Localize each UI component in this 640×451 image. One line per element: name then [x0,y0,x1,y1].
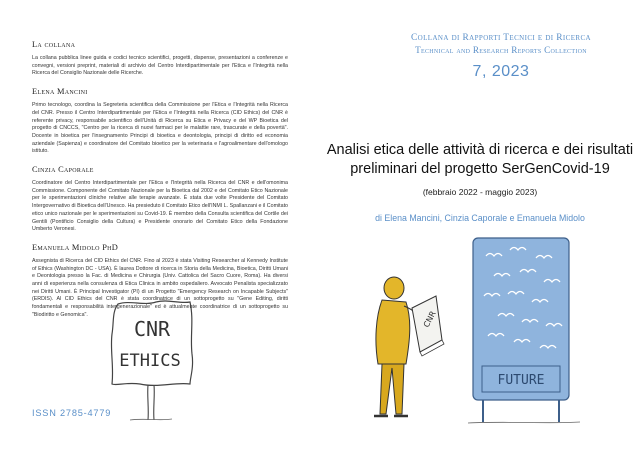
sign-board [111,301,192,385]
report-authors: di Elena Mancini, Cinzia Caporale e Emanuela Midolo [375,213,585,223]
section-cinzia-caporale [32,165,288,234]
issue-number: 7, 2023 [472,63,530,80]
section-body: Coordinatore del Centro Interdipartimentale per l'Etica e l'Integrità nella Ricerca del CNR e dell'omonima Commissione. Componente del Comitato Nazionale per la Bioetica dal 2002 e del Comitato Etico Nazionale per le sperimentazioni cliniche relative alle terapie avanzate. È stata due volte Presidente del Comitato Intergovernativo di Bioetica dell'Unesco. Ha presieduto il Comitato Etico dell'INMI L. Spallanzani e il Comitato etico unico nazionale per le sperimentazioni su Covid-19. È membro della Consulta scientifica del Cortile dei Gentili (Pontificio Consiglio della Cultura) e Presidente onorario del Comitato Etico della Fondazione Umberto Veronesi. [32,180,288,233]
series-title-en: Technical and Research Reports Collection [415,45,587,55]
sign-text-ethics: ETHICS [119,351,181,371]
left-page [32,40,288,329]
section-body: La collana pubblica linee guida e codici tecnico scientifici, progetti, dispense, presentazioni a conferenze e convegni, versioni preprint, materiali di archivio del Centro Interdipartimentale per l'Etica e l'Integrità nella Ricerca del Consiglio Nazionale delle Ricerche. [32,55,288,77]
section-body: Assegnista di Ricerca del CID Ethics del CNR. Fino al 2023 è stata Visiting Researcher al Kennedy Institute of Ethics (Washington DC - USA). È laurea Dottore di ricerca in Storia della Medicina, Bioetica, Diritti Umani e Deontologia presso la Fac. di Medicina e Chirurgia (Univ. Cattolica del Sacro Cuore, Roma). Ha diversi anni di esperienza nella consulenza di Etica Clinica in ambito ospedaliero. Avvocato Penalista specializzato nei Diritti Umani. È Principal Investigator (PI) di un Progetto "Emergency Research on Incapable Subjects" (ERDIS). Al CID Ethics del CNR è stata coordinatrice di un sottoprogetto su "Gene Editing, diritti fondamentali e responsabilità intergenerazionale" ed è attualmente coordinatrice di un sottoprogetto su "Biodiritto e Genomica". [32,257,288,318]
section-title: La collana [32,40,76,49]
section-title: Cinzia Caporale [32,165,94,175]
sign-post [148,385,155,420]
report-title: Analisi etica delle attività di ricerca e dei risultati preliminari del progetto SerGenCovid-19 [326,142,634,177]
sign-text-cnr: CNR [133,317,171,341]
section-title: Elena Mancini [32,87,88,97]
book-text: CNR [421,309,438,329]
cnr-ethics-sign-illustration [100,296,200,422]
report-dates: (febbraio 2022 - maggio 2023) [422,187,538,197]
future-text: FUTURE [497,373,545,388]
future-sign-illustration [358,236,588,426]
ground-line [130,419,172,420]
book-icon [412,296,444,356]
section-body: Primo tecnologo, coordina la Segreteria scientifica della Commissione per l'Etica e l'Integrità nella Ricerca del CNR. Presso il Centro Interdipartimentale per l'Etica e l'Integrità nella Ricerca (CID Ethics) del CNR è referente privacy, responsabile scientifico dell'Unità di Ricerca su Etica e Privacy e del WP Bioetica del progetto di CNCCS, "Centro per la ricerca di nuovi farmaci per le malattie rare, trascurate e della povertà". Docente in bioetica per l'insegnamento Principi di bioetica e deontologia, principi di diritto ed economia aziendale (Sapienza) e coordinatore del Comitato bioetico per la veterinaria e l'agroalimentare dell'omologo istituto. [32,102,288,155]
section-title: Emanuela Midolo PhD [32,242,119,252]
section-collana [32,40,288,78]
section-elena-mancini [32,87,288,156]
issn: ISSN 2785-4779 [32,408,112,418]
series-title-it: Collana di Rapporti Tecnici e di Ricerca [411,33,591,43]
ground-line [468,422,580,423]
reading-figure-illustration [374,277,424,416]
